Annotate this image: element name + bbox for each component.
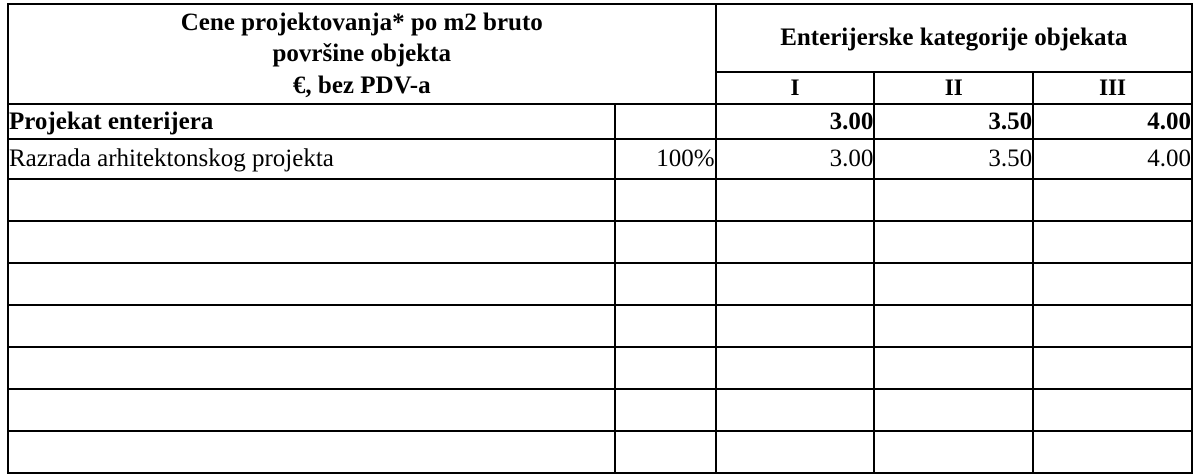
pricing-table [7,3,1193,474]
row-label [8,263,615,305]
row-value-i [716,179,875,221]
row-value-ii [874,305,1033,347]
row-label [8,221,615,263]
header-title-line3: €, bez PDV-a [292,71,431,99]
row-percent [615,221,716,263]
header-title-cell [8,4,716,104]
table-row [8,431,1192,473]
row-value-ii [874,221,1033,263]
table-row [8,104,1192,139]
row-value-i [716,305,875,347]
row-value-iii [1033,347,1192,389]
row-value-iii [1033,431,1192,473]
row-value-iii [1033,263,1192,305]
header-category-i: I [716,72,875,104]
row-label [8,389,615,431]
row-value-iii: 4.00 [1033,139,1192,179]
row-value-i [716,389,875,431]
row-value-iii [1033,179,1192,221]
row-label [8,305,615,347]
row-value-ii: 3.50 [874,104,1033,139]
row-percent [615,431,716,473]
table-row [8,389,1192,431]
header-category-ii: II [874,72,1033,104]
row-label [8,431,615,473]
row-value-iii [1033,305,1192,347]
row-value-ii [874,347,1033,389]
row-value-i: 3.00 [716,104,875,139]
table-row [8,179,1192,221]
row-label [8,347,615,389]
row-percent [615,389,716,431]
row-value-i [716,263,875,305]
row-value-iii: 4.00 [1033,104,1192,139]
table-row [8,139,1192,179]
table-row [8,263,1192,305]
row-percent: 100% [615,139,716,179]
header-title-line2: površine objekta [272,40,452,68]
row-label: Razrada arhitektonskog projekta [8,139,615,179]
row-percent [615,347,716,389]
row-percent [615,305,716,347]
table-row [8,221,1192,263]
row-value-i [716,347,875,389]
row-value-ii [874,179,1033,221]
row-label [8,179,615,221]
row-percent [615,263,716,305]
pricing-sheet [0,3,1200,457]
row-value-i [716,431,875,473]
table-row [8,305,1192,347]
row-value-iii [1033,221,1192,263]
row-value-ii [874,389,1033,431]
row-value-ii [874,431,1033,473]
row-value-iii [1033,389,1192,431]
table-row [8,347,1192,389]
row-percent [615,104,716,139]
row-value-ii [874,263,1033,305]
row-value-i: 3.00 [716,139,875,179]
header-category-iii: III [1033,72,1192,104]
row-percent [615,179,716,221]
table-header-row-title [8,4,1192,72]
row-label: Projekat enterijera [8,104,615,139]
header-categories-cell: Enterijerske kategorije objekata [716,4,1192,72]
row-value-ii: 3.50 [874,139,1033,179]
row-value-i [716,221,875,263]
header-title-line1: Cene projektovanja* po m2 bruto [180,8,543,36]
